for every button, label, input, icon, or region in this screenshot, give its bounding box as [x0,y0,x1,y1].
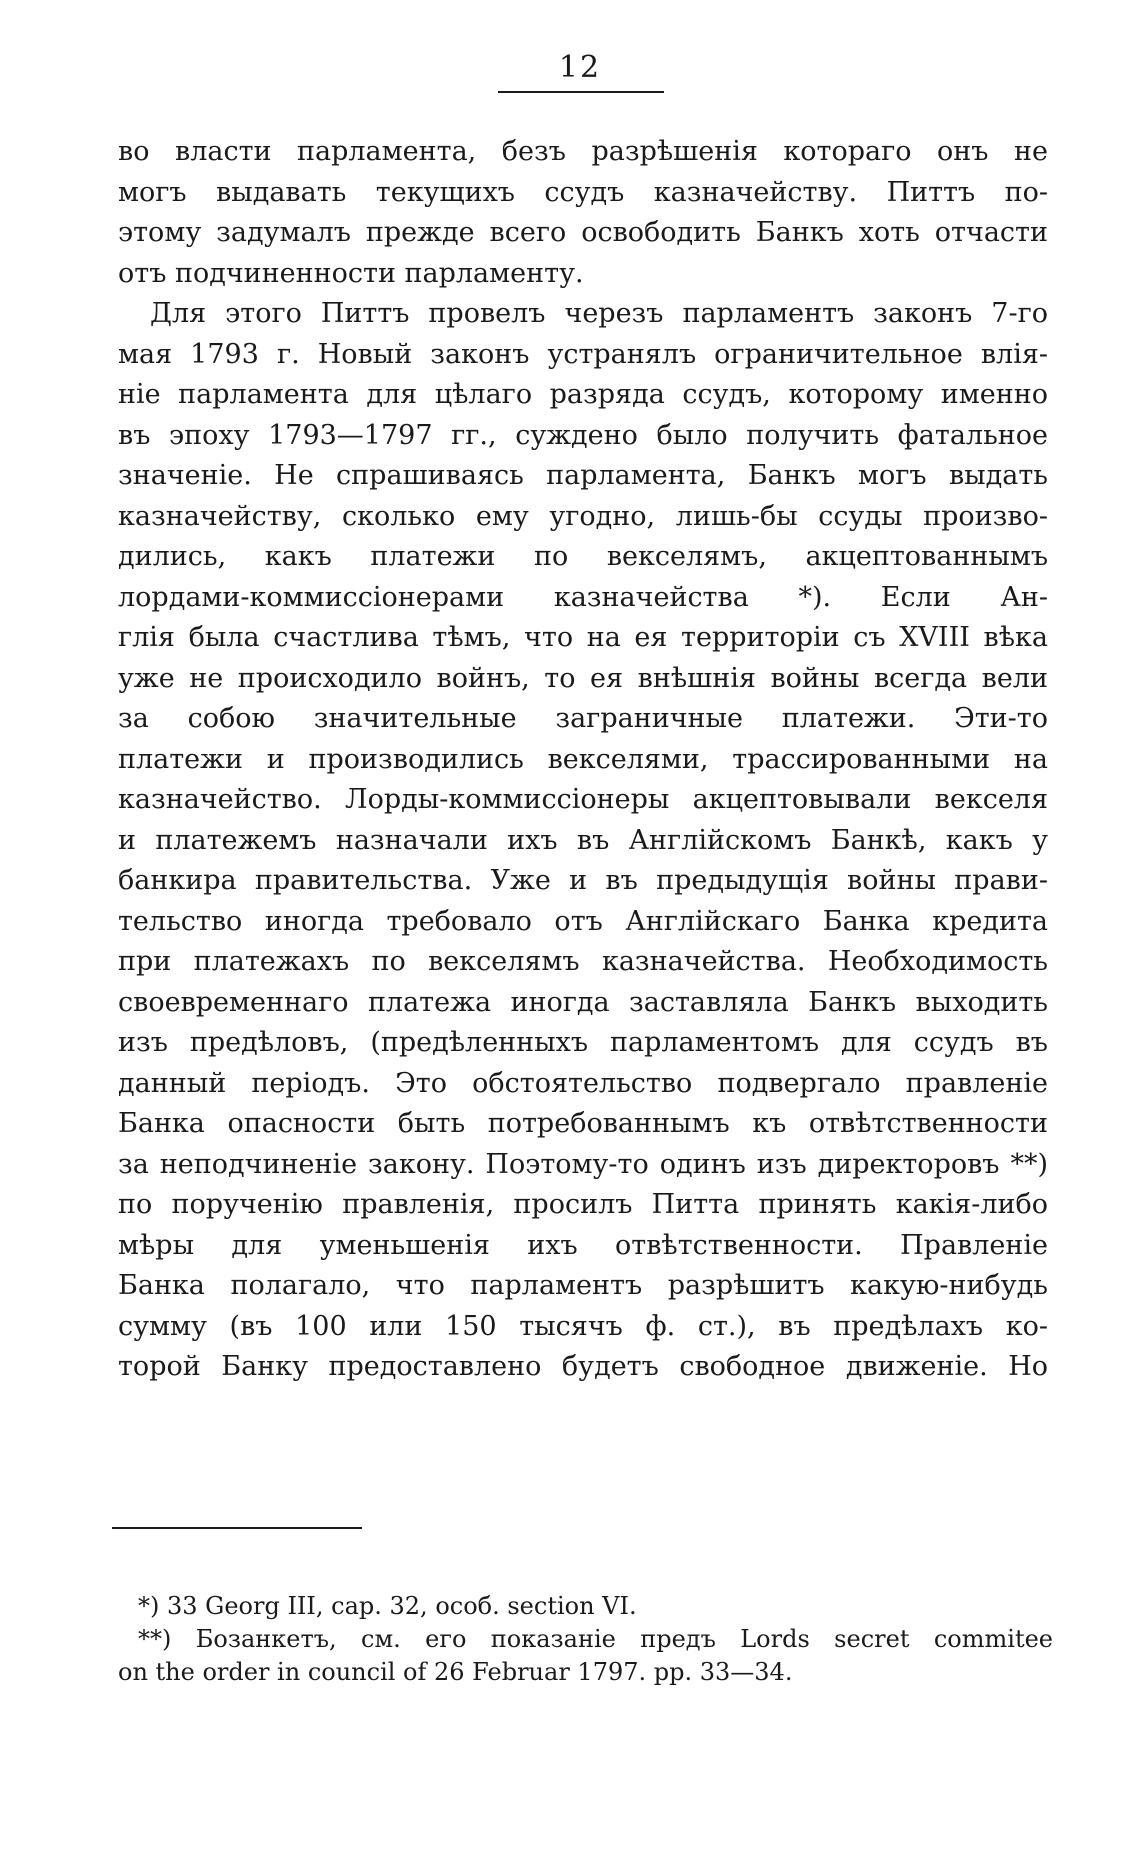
text-line: Банка полагало, что парламентъ разрѣшитъ какую-нибудь [118,1270,1048,1301]
text-line: казначейству, сколько ему угодно, лишь-бы ссуды произво- [118,500,1048,532]
text-line: своевременнаго платежа иногда заставляла Банкъ выходить [118,986,1048,1018]
text-line: и платежемъ назначали ихъ въ Англійскомъ Банкѣ, какъ у [118,824,1048,856]
page-number: 12 [558,50,602,85]
text-line: за собою значительные заграничные платежи. Эти-то [118,703,1048,734]
text-line: торой Банку предоставлено будетъ свободное движеніе. Но [118,1351,1048,1382]
text-line: сумму (въ 100 или 150 тысячъ ф. ст.), въ предѣлахъ ко- [118,1310,1048,1342]
text-line: при платежахъ по векселямъ казначейства. Необходимость [118,946,1048,977]
text-line: Банка опасности быть потребованнымъ къ отвѣтственности [118,1108,1048,1139]
text-line: мая 1793 г. Новый законъ устранялъ ограничительное влія- [118,338,1048,370]
footnote-rule [112,1527,362,1529]
text-line: значеніе. Не спрашиваясь парламента, Банкъ могъ выдать [118,460,1048,491]
footnotes [118,1590,1053,1689]
text-line: по порученію правленія, просилъ Питта принять какія-либо [118,1189,1048,1220]
text-line: отъ подчиненности парламенту. [118,257,584,289]
text-line: въ эпоху 1793—1797 гг., суждено было получить фатальное [118,419,1048,451]
text-line: дились, какъ платежи по векселямъ, акцептованнымъ [118,541,1048,572]
body-text [118,132,1048,1388]
text-line: этому задумалъ прежде всего освободить Банкъ хоть отчасти [118,217,1048,248]
text-line: ніе парламента для цѣлаго разряда ссудъ, которому именно [118,379,1048,410]
text-line: мѣры для уменьшенія ихъ отвѣтственности. Правленіе [118,1229,1048,1261]
footnote-line: *) 33 Georg III, cap. 32, особ. section VI. [138,1592,637,1620]
page-number-rule [498,91,664,93]
text-line: лордами-коммиссіонерами казначейства *). Если Ан- [118,581,1048,613]
text-line: тельство иногда требовало отъ Англійскаго Банка кредита [118,905,1048,937]
footnote-line: on the order in council of 26 Februar 1797. pp. 33—34. [118,1658,793,1686]
text-line: данный періодъ. Это обстоятельство подвергало правленіе [118,1067,1048,1099]
text-line: уже не происходило войнъ, то ея внѣшнія войны всегда вели [118,662,1048,694]
text-line: могъ выдавать текущихъ ссудъ казначейству. Питтъ по- [118,176,1048,208]
footnote-line: **) Бозанкетъ, см. его показаніе предъ Lords secret commitee [138,1625,1053,1653]
text-line: во власти парламента, безъ разрѣшенія котораго онъ не [118,136,1048,167]
text-line: за неподчиненіе закону. Поэтому-то одинъ изъ директоровъ **) [118,1148,1048,1180]
text-line: банкира правительства. Уже и въ предыдущія войны прави- [118,865,1048,896]
text-line: Для этого Питтъ провелъ черезъ парламентъ законъ 7-го [150,298,1048,329]
text-line: казначейство. Лорды-коммиссіонеры акцептовывали векселя [118,784,1048,815]
text-line: глія была счастлива тѣмъ, что на ея территоріи съ XVIII вѣка [118,622,1048,653]
text-line: изъ предѣловъ, (предѣленныхъ парламентомъ для ссудъ въ [118,1027,1048,1058]
text-line: платежи и производились векселями, трассированными на [118,743,1048,775]
